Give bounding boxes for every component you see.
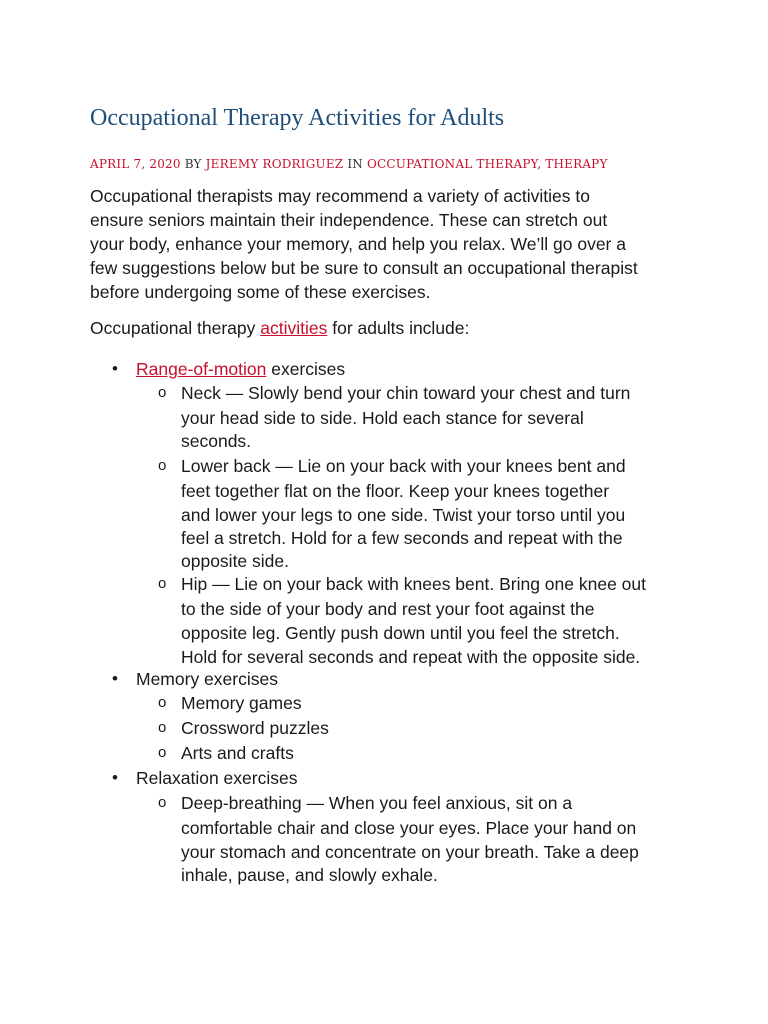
list-item-label: Relaxation exercises xyxy=(136,768,298,788)
lead-text-before: Occupational therapy xyxy=(90,318,261,338)
sublist-line: seconds. xyxy=(181,431,252,451)
sublist-line: feet together flat on the floor. Keep your knees together xyxy=(181,481,610,501)
sublist-line: opposite side. xyxy=(181,551,289,571)
in-label: IN xyxy=(347,157,363,171)
sublist-line: Neck — Slowly bend your chin toward your chest and turn xyxy=(181,383,631,403)
circle-bullet-icon: o xyxy=(158,457,167,474)
intro-line: before undergoing some of these exercises. xyxy=(90,282,431,302)
list-item-label: exercises xyxy=(266,359,346,379)
by-label: BY xyxy=(184,157,202,171)
circle-bullet-icon: o xyxy=(158,744,167,761)
author-link[interactable]: JEREMY RODRIGUEZ xyxy=(205,157,344,171)
sublist-line: Hip — Lie on your back with knees bent. Bring one knee out xyxy=(181,574,646,594)
page-title: Occupational Therapy Activities for Adults xyxy=(90,105,505,131)
intro-paragraph xyxy=(90,184,690,304)
list-item-label: Memory exercises xyxy=(136,669,278,689)
circle-bullet-icon: o xyxy=(158,719,167,736)
intro-line: your body, enhance your memory, and help you relax. We’ll go over a xyxy=(90,234,626,254)
intro-line: ensure seniors maintain their independence. These can stretch out xyxy=(90,210,608,230)
sublist-line: Crossword puzzles xyxy=(181,718,329,738)
intro-line: Occupational therapists may recommend a variety of activities to xyxy=(90,186,590,206)
post-meta xyxy=(90,157,608,171)
range-of-motion-link[interactable]: Range-of-motion xyxy=(136,359,267,379)
sublist-line: inhale, pause, and slowly exhale. xyxy=(181,865,438,885)
sublist-line: Lower back — Lie on your back with your knees bent and xyxy=(181,456,626,476)
category-link-therapy[interactable]: THERAPY xyxy=(545,157,608,171)
circle-bullet-icon: o xyxy=(158,384,167,401)
sublist-line: Arts and crafts xyxy=(181,743,294,763)
bullet-icon: • xyxy=(112,359,118,378)
category-link-occupational-therapy[interactable]: OCCUPATIONAL THERAPY xyxy=(367,157,538,171)
lead-text-after: for adults include: xyxy=(327,318,470,338)
sublist-line: your stomach and concentrate on your breath. Take a deep xyxy=(181,842,639,862)
bullet-icon: • xyxy=(112,768,118,787)
sublist-line: comfortable chair and close your eyes. Place your hand on xyxy=(181,818,637,838)
sublist-line: and lower your legs to one side. Twist your torso until you xyxy=(181,505,626,525)
circle-bullet-icon: o xyxy=(158,694,167,711)
sublist-line: Memory games xyxy=(181,693,302,713)
sublist-line: Deep-breathing — When you feel anxious, sit on a xyxy=(181,793,573,813)
intro-line: few suggestions below but be sure to consult an occupational therapist xyxy=(90,258,638,278)
lead-sentence xyxy=(90,316,469,340)
post-date-link[interactable]: APRIL 7, 2020 xyxy=(90,157,181,171)
circle-bullet-icon: o xyxy=(158,794,167,811)
circle-bullet-icon: o xyxy=(158,575,167,592)
sublist-line: feel a stretch. Hold for a few seconds and repeat with the xyxy=(181,528,623,548)
sublist-line: opposite leg. Gently push down until you feel the stretch. xyxy=(181,623,620,643)
sublist-line: Hold for several seconds and repeat with the opposite side. xyxy=(181,647,641,667)
activities-link[interactable]: activities xyxy=(260,318,328,338)
sublist-line: your head side to side. Hold each stance for several xyxy=(181,408,584,428)
category-separator: , xyxy=(537,157,542,171)
sublist-line: to the side of your body and rest your foot against the xyxy=(181,599,595,619)
bullet-icon: • xyxy=(112,669,118,688)
